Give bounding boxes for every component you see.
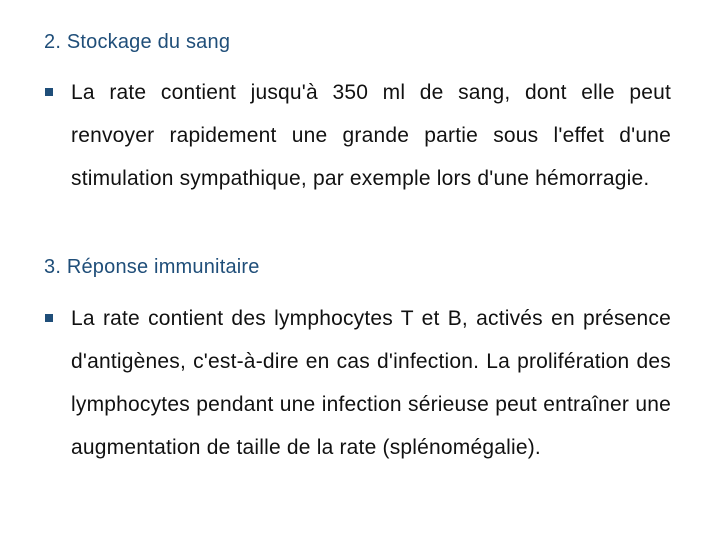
bullet-text-reponse-immunitaire: La rate contient des lymphocytes T et B, activés en présence d'antigènes, c'est-à-dire en cas d'infection. La prolifération des lymphocytes pendant une infection sérieuse peut entraîner une augmentation de taille de la rate (splénomégalie). [71, 307, 671, 459]
section-heading-reponse-immunitaire: 3. Réponse immunitaire [44, 256, 260, 278]
square-bullet-icon [45, 88, 53, 96]
bullet-text-stockage: La rate contient jusqu'à 350 ml de sang, dont elle peut renvoyer rapidement une grande partie sous l'effet d'une stimulation sympathique, par exemple lors d'une hémorragie. [71, 81, 671, 190]
section-heading-stockage: 2. Stockage du sang [44, 31, 231, 53]
square-bullet-icon [45, 314, 53, 322]
